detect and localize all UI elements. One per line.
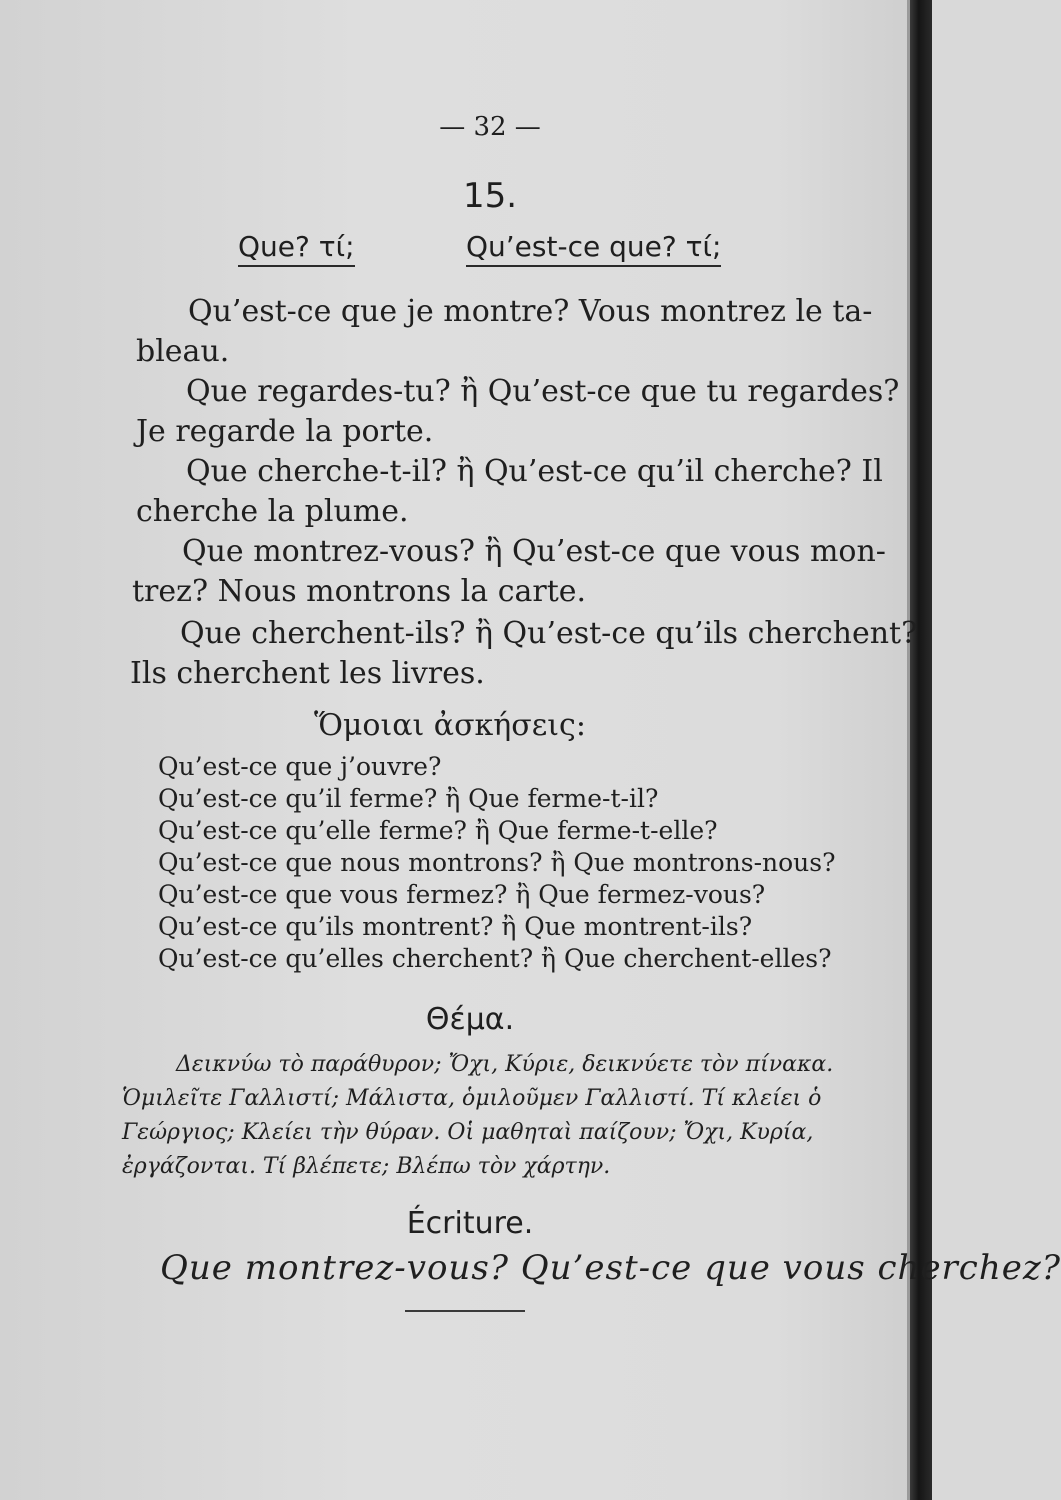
lesson-number: 15.	[462, 176, 518, 216]
exercises-title: Ὅμοιαι ἀσκήσεις:	[314, 708, 586, 743]
paragraph-4-line-1: Que montrez-vous? ἢ Qu’est-ce que vous mon-	[182, 534, 886, 569]
closing-rule	[405, 1310, 525, 1312]
paragraph-2-line-2: Je regarde la porte.	[136, 414, 434, 449]
theme-line-2: Ὁμιλεῖτε Γαλλιστί; Μάλιστα, ὁμιλοῦμεν Γαλλιστί. Τί κλείει ὁ	[122, 1086, 822, 1111]
theme-line-4: ἐργάζονται. Τί βλέπετε; Βλέπω τὸν χάρτην.	[122, 1154, 611, 1179]
exercise-2: Qu’est-ce qu’il ferme? ἢ Que ferme-t-il?	[158, 784, 659, 813]
page-number: — 32 —	[439, 112, 541, 142]
exercise-6: Qu’est-ce qu’ils montrent? ἢ Que montrent-ils?	[158, 912, 753, 941]
exercise-7: Qu’est-ce qu’elles cherchent? ἢ Que cherchent-elles?	[158, 944, 832, 973]
paragraph-5-line-1: Que cherchent-ils? ἢ Qu’est-ce qu’ils cherchent?	[180, 616, 918, 651]
paragraph-1-line-1: Qu’est-ce que je montre? Vous montrez le ta-	[188, 294, 873, 329]
paragraph-1-line-2: bleau.	[136, 334, 230, 369]
handwriting-sample: Que montrez-vous? Qu’est-ce que vous cherchez?	[160, 1248, 1061, 1288]
heading-quest-ce-que: Qu’est-ce que? τί;	[466, 230, 721, 267]
ecriture-title: Écriture.	[406, 1206, 534, 1241]
paragraph-4-line-2: trez? Nous montrons la carte.	[132, 574, 587, 609]
paragraph-5-line-2: Ils cherchent les livres.	[130, 656, 485, 691]
theme-line-3: Γεώργιος; Κλείει τὴν θύραν. Οἱ μαθηταὶ παίζουν; Ὄχι, Κυρία,	[122, 1120, 814, 1145]
paragraph-3-line-1: Que cherche-t-il? ἢ Qu’est-ce qu’il cherche? Il	[186, 454, 883, 489]
exercise-1: Qu’est-ce que j’ouvre?	[158, 752, 442, 781]
paragraph-3-line-2: cherche la plume.	[136, 494, 409, 529]
theme-line-1: Δεικνύω τὸ παράθυρον; Ὄχι, Κύριε, δεικνύετε τὸν πίνακα.	[176, 1052, 834, 1077]
paragraph-2-line-1: Que regardes-tu? ἢ Qu’est-ce que tu regardes?	[186, 374, 900, 409]
exercise-4: Qu’est-ce que nous montrons? ἢ Que montrons-nous?	[158, 848, 836, 877]
exercise-5: Qu’est-ce que vous fermez? ἢ Que fermez-vous?	[158, 880, 766, 909]
heading-que: Que? τί;	[238, 230, 355, 267]
exercise-3: Qu’est-ce qu’elle ferme? ἢ Que ferme-t-elle?	[158, 816, 718, 845]
theme-title: Θέμα.	[425, 1002, 515, 1037]
